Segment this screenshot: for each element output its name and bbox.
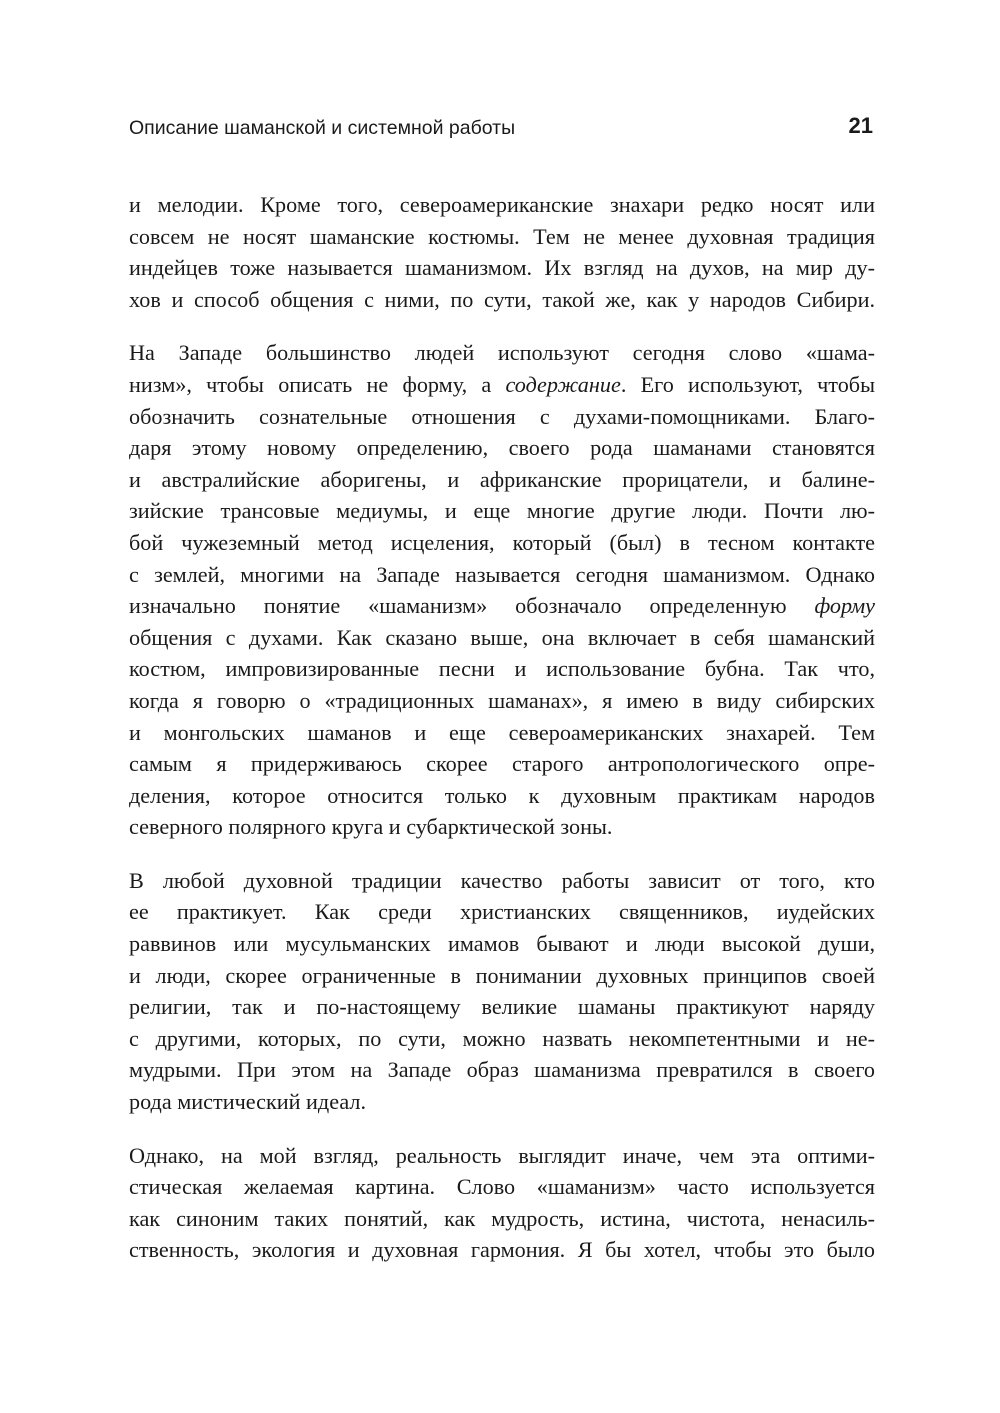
text-line-mixed [129,369,875,401]
text-line: и монгольских шаманов и еще североамериканских знахарей. Тем [129,719,875,745]
section-title: Описание шаманской и системной работы [129,117,516,139]
text-line: зийские трансовые медиумы, и еще многие другие люди. Почти лю- [129,498,875,524]
text-line: когда я говорю о «традиционных шаманах», я имею в виду сибирских [129,687,875,713]
text-line: и мелодии. Кроме того, североамериканские знахари редко носят или [129,192,875,217]
text-line: ее практикует. Как среди христианских священников, иудейских [129,899,875,925]
text-line: ственность, экология и духовная гармония. Я бы хотел, чтобы это было [129,1237,875,1263]
text-segment: изначально понятие «шаманизм» обозначало определенную [129,593,815,619]
emphasis-text: содержание [505,371,621,397]
text-line: и люди, скорее ограниченные в понимании духовных принципов своей [129,962,875,988]
text-line: мудрыми. При этом на Западе образ шаманизма превратился в своего [129,1057,875,1083]
paragraph-2 [129,337,875,843]
text-line: даря этому новому определению, своего рода шаманами становятся [129,435,875,461]
paragraph-1 [129,189,875,315]
text-line: На Западе большинство людей используют сегодня слово «шама- [129,340,875,366]
text-line: хов и способ общения с ними, по сути, такой же, как у народов Сибири. [129,286,875,312]
text-line: совсем не носят шаманские костюмы. Тем не менее духовная традиция [129,223,875,249]
emphasis-text: форму [814,593,875,619]
paragraph-4 [129,1140,875,1266]
page-number: 21 [848,113,873,138]
text-line: обозначить сознательные отношения с духами-помощниками. Благо- [129,403,875,429]
body-text [129,189,875,1288]
text-line: как синоним таких понятий, как мудрость, истина, чистота, ненасиль- [129,1205,875,1231]
text-line: Однако, на мой взгляд, реальность выглядит иначе, чем эта оптими- [129,1142,875,1168]
text-line: костюм, импровизированные песни и использование бубна. Так что, [129,656,875,682]
text-line: самым я придерживаюсь скорее старого антропологического опре- [129,751,875,777]
text-segment: . Его используют, чтобы [620,371,875,397]
text-line-mixed [129,590,875,622]
text-line: бой чужеземный метод исцеления, который (был) в тесном контакте [129,529,875,555]
text-line: раввинов или мусульманских имамов бывают и люди высокой души, [129,931,875,957]
text-line: В любой духовной традиции качество работы зависит от того, кто [129,867,875,893]
paragraph-3 [129,865,875,1118]
text-line: северного полярного круга и субарктической зоны. [129,814,613,840]
text-line: деления, которое относится только к духовным практикам народов [129,782,875,808]
text-line: с землей, многими на Западе называется сегодня шаманизмом. Однако [129,561,875,587]
text-line: рода мистический идеал. [129,1089,366,1115]
running-header [129,113,873,143]
text-line: и австралийские аборигены, и африканские прорицатели, и балине- [129,466,875,492]
text-line: религии, так и по-настоящему великие шаманы практикуют наряду [129,994,875,1020]
text-line: с другими, которых, по сути, можно назвать некомпетентными и не- [129,1025,875,1051]
text-line: общения с духами. Как сказано выше, она включает в себя шаманский [129,624,875,650]
text-line: стическая желаемая картина. Слово «шаманизм» часто используется [129,1174,875,1200]
text-segment: низм», чтобы описать не форму, а [129,371,506,397]
text-line: индейцев тоже называется шаманизмом. Их взгляд на духов, на мир ду- [129,255,875,281]
